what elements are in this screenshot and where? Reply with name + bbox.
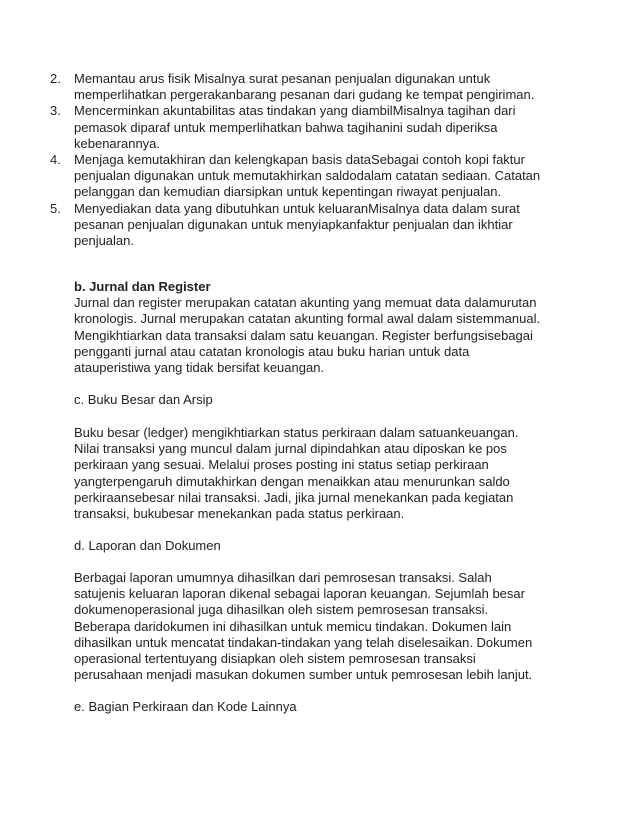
text-line: memperlihatkan pergerakanbarang pesanan dari gudang ke tempat pengiriman.: [74, 87, 535, 103]
section-heading: d. Laporan dan Dokumen: [74, 538, 221, 553]
text-line: pesanan penjualan digunakan untuk menyiapkanfaktur penjualan dan ikhtiar: [74, 216, 513, 232]
text-line: Mencerminkan akuntabilitas atas tindakan yang diambilMisalnya tagihan dari: [74, 103, 516, 119]
text-line: Menjaga kemutakhiran dan kelengkapan basis dataSebagai contoh kopi faktur: [74, 152, 525, 168]
section-bagian-perkiraan-heading: [74, 699, 574, 715]
text-line: Menyediakan data yang dibutuhkan untuk keluaranMisalnya data dalam surat: [74, 200, 520, 216]
text-line: Jurnal dan register merupakan catatan akunting yang memuat data dalamurutan: [74, 295, 537, 311]
list-item-text: [74, 103, 570, 152]
list-item-text: [74, 201, 570, 250]
text-line: penjualan digunakan untuk memutakhirkan saldodalam catatan sediaan. Catatan: [74, 168, 541, 184]
list-item-text: [74, 152, 570, 201]
list-item: [50, 152, 570, 201]
text-line: Berbagai laporan umumnya dihasilkan dari pemrosesan transaksi. Salah: [74, 570, 492, 585]
list-number: 4.: [50, 152, 61, 168]
text-line: kebenarannya.: [74, 135, 161, 151]
list-number: 3.: [50, 103, 61, 119]
text-line: perkiraan yang sesuai. Melalui proses posting ini status setiap perkiraan: [74, 457, 489, 473]
list-number: 2.: [50, 71, 61, 86]
text-line: pemasok diparaf untuk memperlihatkan bahwa tagihanini sudah diperiksa: [74, 119, 498, 135]
list-item: [50, 103, 570, 152]
section-laporan: [74, 570, 574, 683]
text-line: Buku besar (ledger) mengikhtiarkan status perkiraan dalam satuankeuangan.: [74, 425, 519, 440]
text-line: Mengikhtiarkan data transaksi dalam satu keuangan. Register berfungsisebagai: [74, 327, 533, 343]
text-line: Nilai transaksi yang muncul dalam jurnal dipindahkan atau diposkan ke pos: [74, 441, 507, 457]
numbered-list: [50, 71, 570, 249]
list-item: [50, 201, 570, 250]
text-line: transaksi, bukubesar menekankan pada status perkiraan.: [74, 506, 405, 522]
text-line: satujenis keluaran laporan dikenal sebagai laporan keuangan. Sejumlah besar: [74, 586, 525, 602]
section-heading: b. Jurnal dan Register: [74, 279, 211, 294]
text-line: penjualan.: [74, 233, 134, 249]
section-laporan-heading: [74, 538, 574, 554]
text-line: yangterpengaruh dimutakhirkan dengan menaikkan atau menurunkan saldo: [74, 473, 510, 489]
list-item-text: [74, 71, 570, 103]
list-item: [50, 71, 570, 103]
section-buku-besar-heading: [74, 392, 574, 408]
text-line: atauperistiwa yang tidak bersifat keuangan.: [74, 360, 325, 376]
text-line: pelanggan dan kemudian diarsipkan untuk kepentingan riwayat penjualan.: [74, 184, 502, 200]
text-line: pengganti jurnal atau catatan kronologis atau buku harian untuk data: [74, 343, 470, 359]
section-heading: e. Bagian Perkiraan dan Kode Lainnya: [74, 699, 297, 714]
text-line: dokumenoperasional juga dihasilkan oleh sistem pemrosesan transaksi.: [74, 602, 489, 618]
text-line: Memantau arus fisik Misalnya surat pesanan penjualan digunakan untuk: [74, 71, 491, 86]
section-heading: c. Buku Besar dan Arsip: [74, 392, 213, 407]
text-line: perkiraansebesar nilai transaksi. Jadi, jika jurnal menekankan pada kegiatan: [74, 489, 514, 505]
text-line: operasional tertentuyang disiapkan oleh sistem pemrosesan transaksi: [74, 651, 476, 667]
text-line: perusahaan menjadi masukan dokumen sumber untuk pemrosesan lebih lanjut.: [74, 667, 533, 683]
list-number: 5.: [50, 200, 61, 216]
text-line: kronologis. Jurnal merupakan catatan akunting formal awal dalam sistemmanual.: [74, 311, 541, 327]
section-buku-besar: [74, 425, 574, 522]
text-line: dihasilkan untuk mencatat tindakan-tindakan yang telah diselesaikan. Dokumen: [74, 634, 533, 650]
text-line: Beberapa daridokumen ini dihasilkan untuk memicu tindakan. Dokumen lain: [74, 618, 512, 634]
section-jurnal-register: [74, 279, 574, 376]
